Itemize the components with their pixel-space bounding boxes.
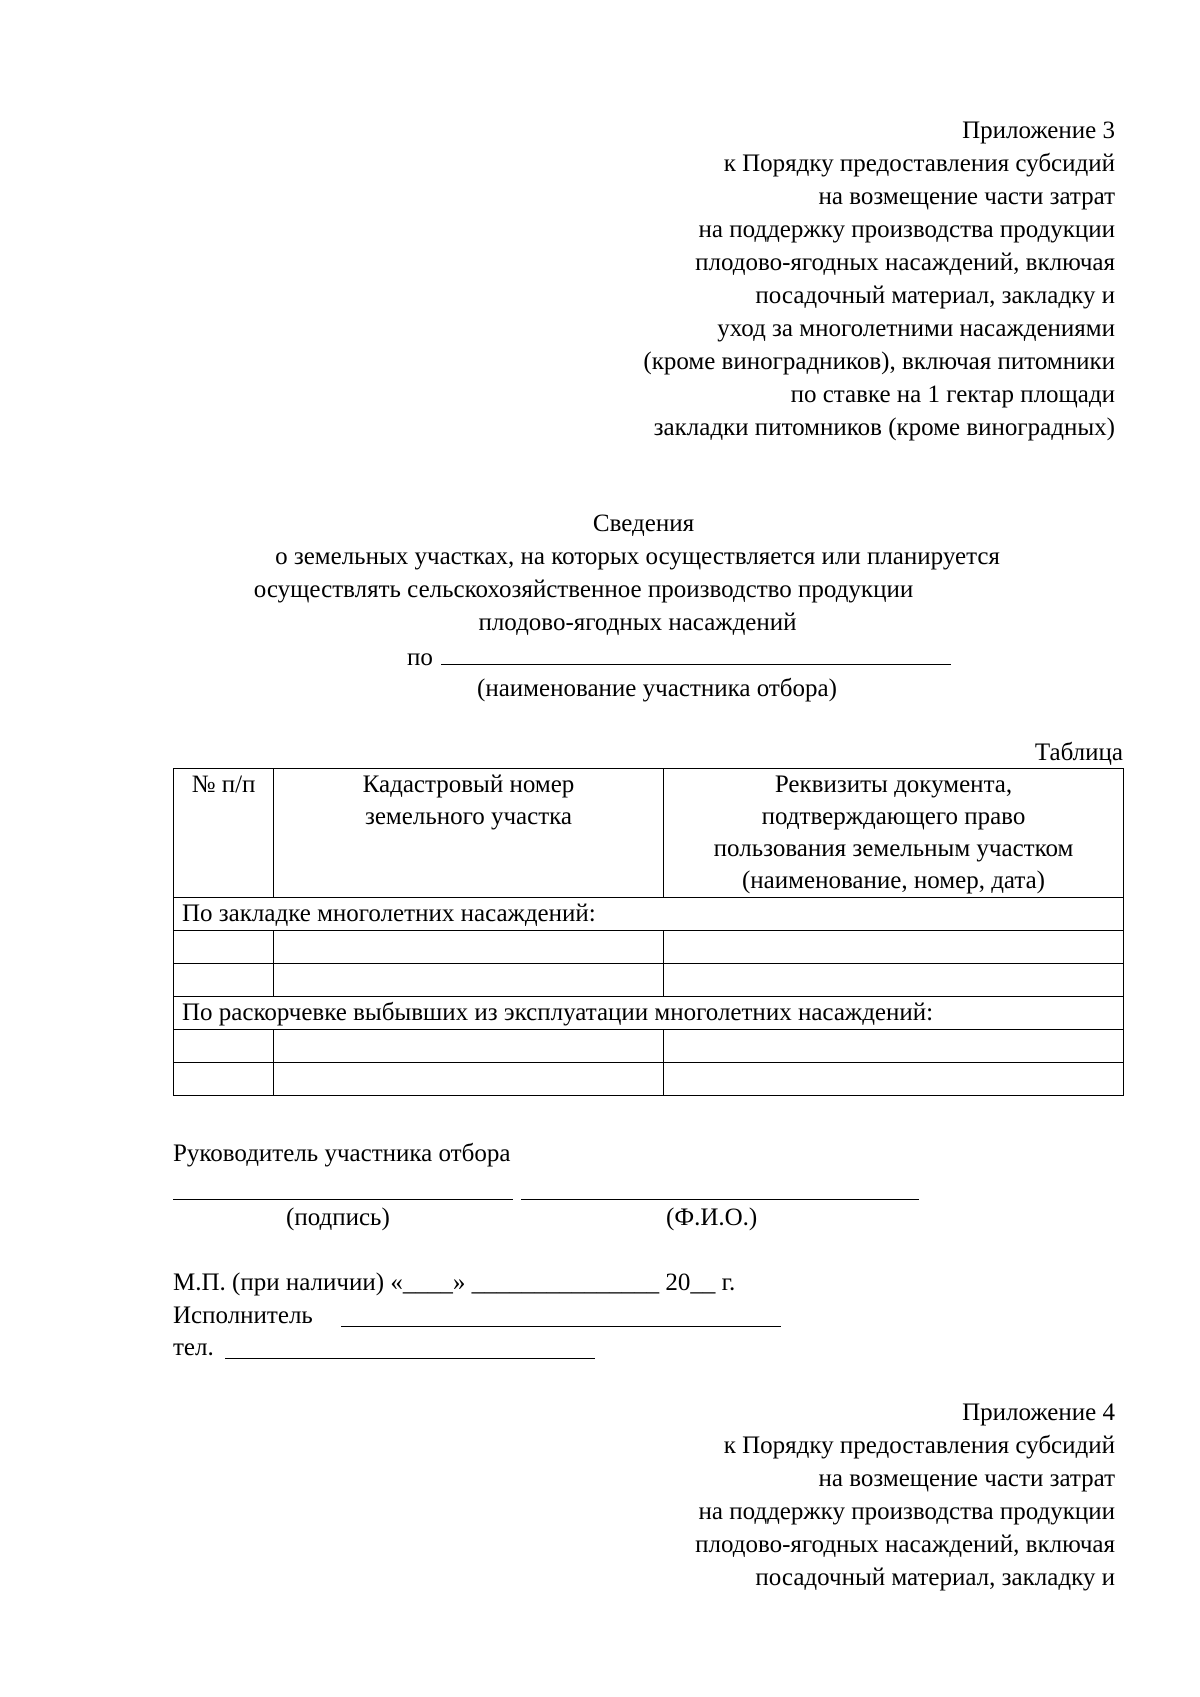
table-caption: Таблица <box>1034 739 1123 766</box>
executor-field[interactable] <box>341 1326 781 1327</box>
heading-line: осуществлять сельскохозяйственное производство продукции <box>253 576 914 603</box>
appendix-4-line: Приложение 4 <box>962 1399 1115 1426</box>
table-row <box>174 931 1124 964</box>
appendix-4-line: на поддержку производства продукции <box>698 1498 1115 1525</box>
document-heading <box>172 507 1115 639</box>
table-section-row <box>174 898 1124 931</box>
appendix-3-line: уход за многолетними насаждениями <box>717 315 1115 342</box>
appendix-3-line: к Порядку предоставления субсидий <box>723 150 1115 177</box>
column-header-document: Реквизиты документа, подтверждающего право пользования земельным участком (наименование, номер, дата) <box>664 769 1124 898</box>
appendix-3-line: плодово-ягодных насаждений, включая <box>695 249 1115 276</box>
table-row <box>174 1030 1124 1063</box>
po-label: по <box>407 644 433 671</box>
table-header-row <box>174 769 1124 898</box>
head-label: Руководитель участника отбора <box>173 1140 511 1167</box>
heading-line: плодово-ягодных насаждений <box>478 609 797 636</box>
table-cell[interactable] <box>174 1063 274 1096</box>
phone-field[interactable] <box>225 1358 595 1359</box>
table-cell[interactable] <box>664 964 1124 997</box>
section-planting: По закладке многолетних насаждений: <box>174 898 1124 931</box>
appendix-3-line: закладки питомников (кроме виноградных) <box>653 414 1115 441</box>
column-header-number: № п/п <box>174 769 274 898</box>
appendix-3-header <box>643 114 1115 444</box>
appendix-4-line: посадочный материал, закладку и <box>755 1564 1115 1591</box>
heading-line: о земельных участках, на которых осуществляется или планируется <box>275 543 1000 570</box>
full-name-field[interactable] <box>521 1199 919 1200</box>
appendix-3-line: (кроме виноградников), включая питомники <box>643 348 1115 375</box>
appendix-4-line: к Порядку предоставления субсидий <box>723 1432 1115 1459</box>
appendix-3-line: на поддержку производства продукции <box>698 216 1115 243</box>
table-cell[interactable] <box>664 1030 1124 1063</box>
appendix-4-line: плодово-ягодных насаждений, включая <box>695 1531 1115 1558</box>
land-plots-table <box>173 768 1124 1096</box>
table-cell[interactable] <box>274 1063 664 1096</box>
table-cell[interactable] <box>174 1030 274 1063</box>
appendix-4-header <box>695 1396 1115 1594</box>
table-cell[interactable] <box>274 1030 664 1063</box>
table-cell[interactable] <box>174 931 274 964</box>
table-cell[interactable] <box>274 931 664 964</box>
signature-field[interactable] <box>173 1199 513 1200</box>
table-cell[interactable] <box>174 964 274 997</box>
section-uprooting: По раскорчевке выбывших из эксплуатации многолетних насаждений: <box>174 997 1124 1030</box>
appendix-3-line: на возмещение части затрат <box>818 183 1115 210</box>
table-row <box>174 964 1124 997</box>
table-cell[interactable] <box>274 964 664 997</box>
participant-name-line <box>407 639 951 674</box>
heading-title: Сведения <box>592 510 695 537</box>
stamp-date-line: М.П. (при наличии) «____» _______________ 20__ г. <box>173 1269 736 1296</box>
table-row <box>174 1063 1124 1096</box>
appendix-3-line: по ставке на 1 гектар площади <box>790 381 1115 408</box>
phone-label: тел. <box>173 1334 214 1361</box>
appendix-3-line: посадочный материал, закладку и <box>755 282 1115 309</box>
participant-name-field[interactable] <box>441 639 951 665</box>
appendix-3-line: Приложение 3 <box>962 117 1115 144</box>
table-cell[interactable] <box>664 1063 1124 1096</box>
participant-name-hint: (наименование участника отбора) <box>477 675 837 702</box>
signature-hint: (подпись) <box>286 1204 390 1231</box>
full-name-hint: (Ф.И.О.) <box>666 1204 758 1231</box>
column-header-cadastral: Кадастровый номер земельного участка <box>274 769 664 898</box>
table-cell[interactable] <box>664 931 1124 964</box>
executor-label: Исполнитель <box>173 1302 313 1329</box>
appendix-4-line: на возмещение части затрат <box>818 1465 1115 1492</box>
table-section-row <box>174 997 1124 1030</box>
